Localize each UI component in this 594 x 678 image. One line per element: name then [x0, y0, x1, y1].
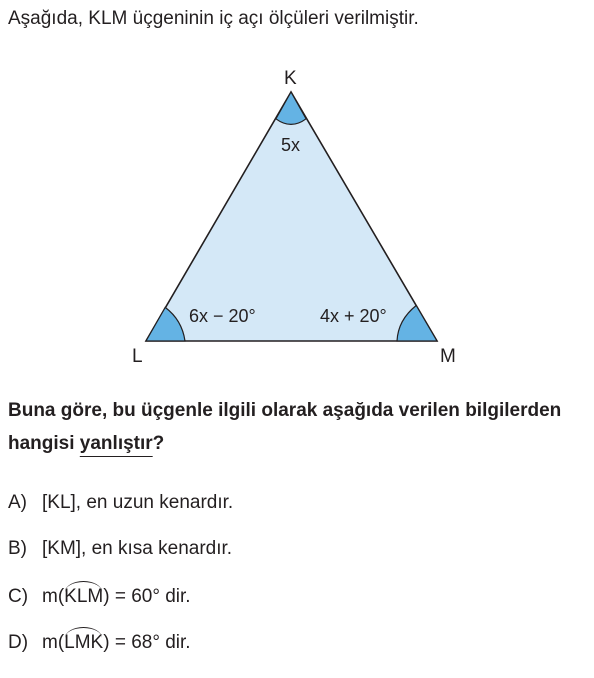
option-letter: C): [8, 586, 29, 607]
option-suffix: ) = 68° dir.: [103, 632, 191, 653]
option-letter: D): [8, 632, 29, 653]
question-underlined-word: yanlıştır: [79, 433, 153, 454]
option-prefix: m(: [42, 632, 65, 653]
angle-label-l: 6x − 20°: [189, 306, 256, 326]
question-text: [8, 394, 588, 460]
option-text: [KL], en uzun kenardır.: [42, 492, 234, 513]
option-b[interactable]: [8, 538, 232, 560]
option-prefix: m(: [42, 586, 65, 607]
option-letter: B): [8, 538, 27, 559]
angle-label-k: 5x: [281, 135, 301, 155]
option-c[interactable]: [8, 586, 191, 608]
question-end: ?: [152, 433, 165, 454]
option-d[interactable]: [8, 632, 191, 654]
option-letter: A): [8, 492, 27, 513]
option-a[interactable]: [8, 492, 233, 514]
vertex-label-l: L: [132, 346, 143, 367]
angle-arc-k: [276, 92, 306, 124]
option-suffix: ) = 60° dir.: [103, 586, 191, 607]
vertex-label-m: M: [440, 346, 456, 367]
vertex-label-k: K: [284, 68, 297, 89]
question-main: Buna göre, bu üçgenle ilgili olarak aşağıda verilen bilgilerden hangisi: [8, 400, 562, 454]
option-text: [KM], en kısa kenardır.: [42, 538, 233, 559]
angle-notation: LMK: [64, 632, 104, 653]
angle-label-m: 4x + 20°: [320, 306, 387, 326]
triangle-klm: [146, 92, 437, 341]
intro-text: Aşağıda, KLM üçgeninin iç açı ölçüleri verilmiştir.: [8, 8, 419, 29]
angle-notation: KLM: [64, 586, 104, 607]
